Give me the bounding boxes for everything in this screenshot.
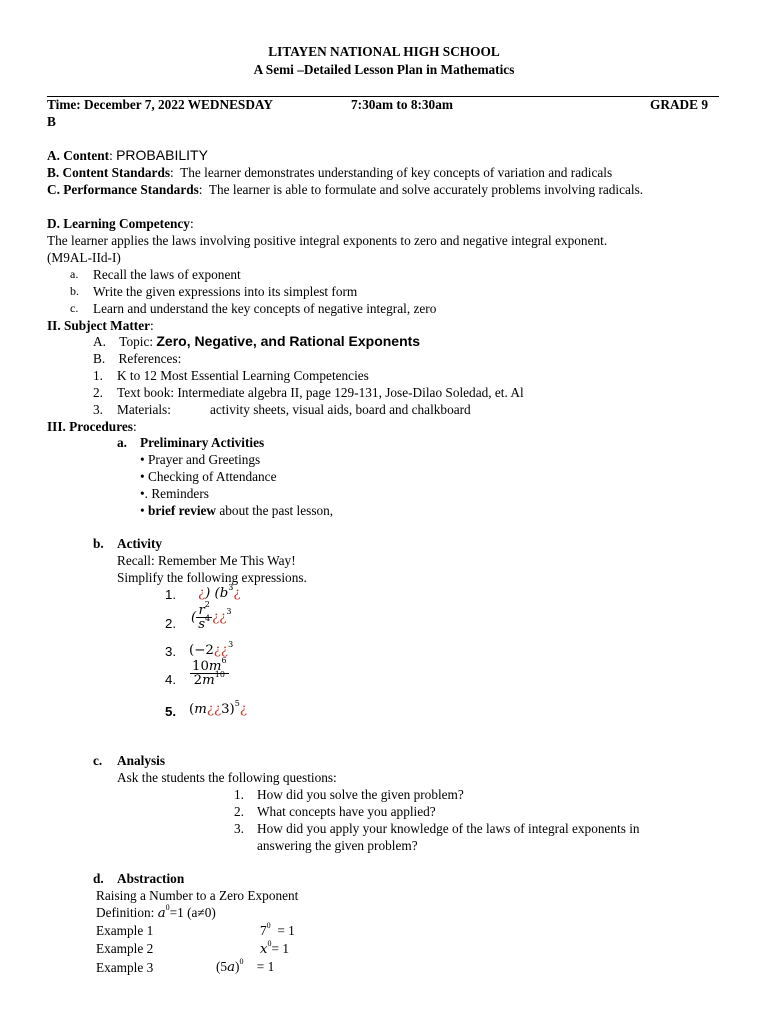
activity-title: Activity: [117, 536, 163, 551]
expression-1: ¿) ($b^3¿$: [198, 583, 241, 601]
performance-standards-label: C. Performance Standards: [47, 182, 199, 197]
prelim-item: • brief review about the past lesson,: [140, 503, 334, 518]
content-standards-line: B. Content Standards: The learner demonstrates understanding of key concepts of variation and radicals: [47, 165, 613, 180]
abstraction-title: Abstraction: [117, 871, 185, 886]
header-rule: [47, 96, 719, 97]
lesson-hours: 7:30am to 8:30am: [351, 97, 453, 112]
objective-item: Write the given expressions into its simplest form: [93, 284, 358, 299]
performance-standards-value: The learner is able to formulate and solve accurately problems involving radicals.: [208, 182, 644, 197]
expression-number: 2.: [165, 616, 177, 631]
expression-number: 1.: [165, 587, 177, 602]
objective-marker: c.: [70, 301, 79, 315]
abstraction-marker: d.: [93, 871, 104, 886]
learning-competency-value: The learner applies the laws involving positive integral exponents to zero and negative integral exponent.: [47, 233, 608, 248]
expression-5: (m¿¿3)$^5$¿: [189, 699, 247, 717]
content-standards-value: The learner demonstrates understanding of key concepts of variation and radicals: [180, 165, 613, 180]
reference-marker: 3.: [93, 402, 103, 417]
example-label: Example 3: [96, 960, 154, 975]
document-subtitle: A Semi –Detailed Lesson Plan in Mathematics: [253, 62, 515, 77]
learning-competency-code: (M9AL-IId-I): [47, 250, 121, 265]
expression-number: 3.: [165, 644, 177, 659]
expression-number: 4.: [165, 672, 177, 687]
activity-marker: b.: [93, 536, 104, 551]
prelim-title: Preliminary Activities: [140, 435, 265, 450]
question-continuation: answering the given problem?: [257, 838, 418, 853]
lesson-time: Time: December 7, 2022 WEDNESDAY: [47, 97, 273, 112]
expression-2: ( $\frac{r^2}{s^4}$ ¿¿$^3$: [191, 600, 232, 632]
reference-marker: 1.: [93, 368, 103, 383]
question-marker: 2.: [234, 804, 244, 819]
example-3: $(5a)^0$ = 1: [216, 957, 275, 975]
analysis-marker: c.: [93, 753, 103, 768]
prelim-marker: a.: [117, 435, 127, 450]
activity-recall: Recall: Remember Me This Way!: [117, 553, 296, 568]
section-letter: B: [47, 114, 56, 129]
zero-exponent-title: Raising a Number to a Zero Exponent: [96, 888, 299, 903]
expression-number: 5.: [165, 704, 177, 719]
reference-item: Text book: Intermediate algebra II, page 129-131, Jose-Dilao Soledad, et. Al: [117, 385, 524, 400]
content-line: A. Content: PROBABILITY: [47, 147, 208, 163]
activity-instruction: Simplify the following expressions.: [117, 570, 307, 585]
question-item: How did you apply your knowledge of the laws of integral exponents in: [257, 821, 640, 836]
example-label: Example 2: [96, 941, 154, 956]
expression-4: $\frac{10m^6}{2m^{10}}$: [192, 656, 227, 688]
question-marker: 3.: [234, 821, 244, 836]
question-marker: 1.: [234, 787, 244, 802]
analysis-intro: Ask the students the following questions:: [117, 770, 337, 785]
prelim-item: • Checking of Attendance: [140, 469, 277, 484]
objective-item: Recall the laws of exponent: [93, 267, 241, 282]
procedures-heading: III. Procedures:: [47, 419, 137, 434]
question-item: How did you solve the given problem?: [257, 787, 464, 802]
question-item: What concepts have you applied?: [257, 804, 436, 819]
objective-marker: a.: [70, 267, 79, 281]
learning-competency-line: D. Learning Competency:: [47, 216, 194, 231]
learning-competency-label: D. Learning Competency: [47, 216, 190, 231]
reference-marker: 2.: [93, 385, 103, 400]
reference-item: K to 12 Most Essential Learning Competencies: [117, 368, 369, 383]
example-1: $7^0 = 1$: [260, 921, 295, 938]
content-label: A. Content: [47, 148, 110, 163]
example-label: Example 1: [96, 923, 154, 938]
prelim-item: •. Reminders: [140, 486, 209, 501]
expression-3: (−2¿¿$^3$: [189, 640, 234, 658]
topic-title: Zero, Negative, and Rational Exponents: [156, 333, 421, 349]
references-line: B. References:: [93, 351, 182, 366]
analysis-title: Analysis: [117, 753, 166, 768]
reference-item: Materials:: [117, 402, 171, 417]
school-name: LITAYEN NATIONAL HIGH SCHOOL: [268, 44, 500, 59]
performance-standards: C. Performance Standards: The learner is able to formulate and solve accurately problems involving radicals.: [47, 182, 644, 197]
prelim-item: • Prayer and Greetings: [140, 452, 261, 467]
objective-marker: b.: [70, 284, 79, 298]
content-value: PROBABILITY: [116, 147, 208, 163]
materials-list: activity sheets, visual aids, board and chalkboard: [210, 402, 471, 417]
grade-level: GRADE 9: [650, 97, 708, 112]
content-standards-label: B. Content Standards: [47, 165, 171, 180]
zero-exponent-definition: Definition: $a^0=1$ (a≠0): [96, 903, 216, 921]
subject-matter-heading: II. Subject Matter:: [47, 318, 154, 333]
topic-line: A. Topic: Zero, Negative, and Rational Exponents: [93, 333, 421, 349]
objective-item: Learn and understand the key concepts of negative integral, zero: [93, 301, 437, 316]
example-2: $x^0= 1$: [260, 939, 289, 957]
